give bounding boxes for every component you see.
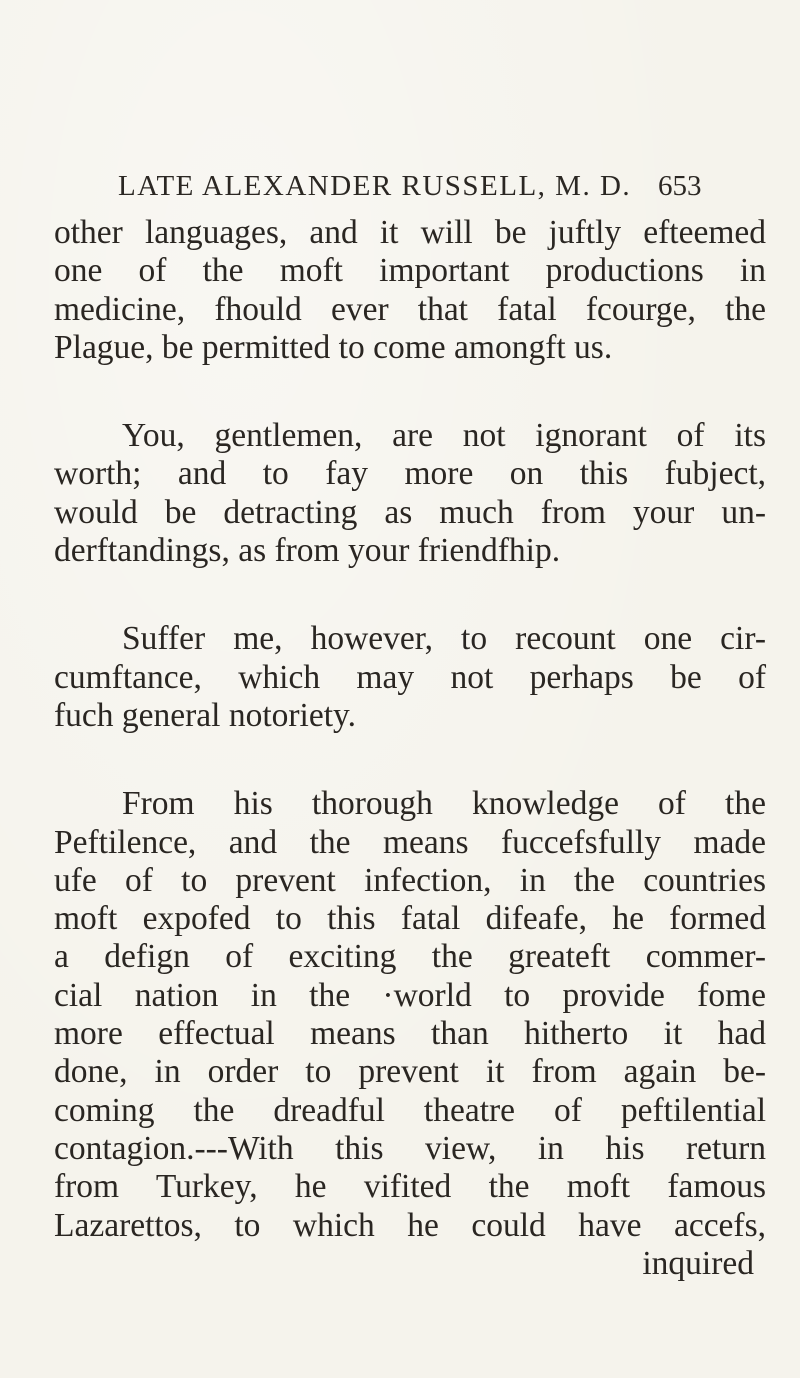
paragraph-gap: [54, 735, 766, 785]
text-line: Peftilence, and the means fuccefsfully made: [54, 823, 766, 861]
text-line: medicine, fhould ever that fatal fcourge, the: [54, 290, 766, 328]
text-line: a defign of exciting the greateft commer-: [54, 938, 766, 976]
text-line: Plague, be permitted to come amongft us.: [54, 328, 613, 366]
text-line: other languages, and it will be juftly efteemed: [54, 214, 766, 251]
paragraph-4: [54, 785, 766, 1283]
text-line: Suffer me, however, to recount one cir-: [122, 620, 766, 658]
page-number: 653: [658, 170, 702, 202]
paragraph-3: [54, 620, 766, 735]
text-line: You, gentlemen, are not ignorant of its: [122, 417, 766, 455]
paragraph-gap: [54, 367, 766, 417]
text-line: worth; and to fay more on this fubject,: [54, 455, 766, 493]
paragraph-gap: [54, 570, 766, 620]
text-line: moft expofed to this fatal difeafe, he formed: [54, 900, 766, 938]
text-line: Lazarettos, to which he could have accefs,: [54, 1206, 766, 1244]
text-line: cumftance, which may not perhaps be of: [54, 658, 766, 696]
text-line: one of the moft important productions in: [54, 252, 766, 290]
body-text: [54, 214, 766, 1283]
text-line: fuch general notoriety.: [54, 696, 356, 734]
text-line: would be detracting as much from your un-: [54, 493, 766, 531]
text-line: contagion.---With this view, in his return: [54, 1129, 766, 1167]
running-title: LATE ALEXANDER RUSSELL, M. D.: [118, 170, 632, 202]
text-line: From his thorough knowledge of the: [122, 785, 766, 823]
text-line: more effectual means than hitherto it had: [54, 1015, 766, 1053]
text-line: derftandings, as from your friendfhip.: [54, 532, 561, 570]
catchword: inquired: [642, 1244, 754, 1282]
text-line: ufe of to prevent infection, in the countries: [54, 861, 766, 899]
text-line: done, in order to prevent it from again be-: [54, 1053, 766, 1091]
running-header: [118, 170, 718, 210]
text-line: cial nation in the ·world to provide fome: [54, 976, 766, 1014]
paragraph-1: [54, 214, 766, 367]
text-line: coming the dreadful theatre of peftilential: [54, 1091, 766, 1129]
text-line: from Turkey, he vifited the moft famous: [54, 1168, 766, 1206]
paragraph-2: [54, 417, 766, 570]
